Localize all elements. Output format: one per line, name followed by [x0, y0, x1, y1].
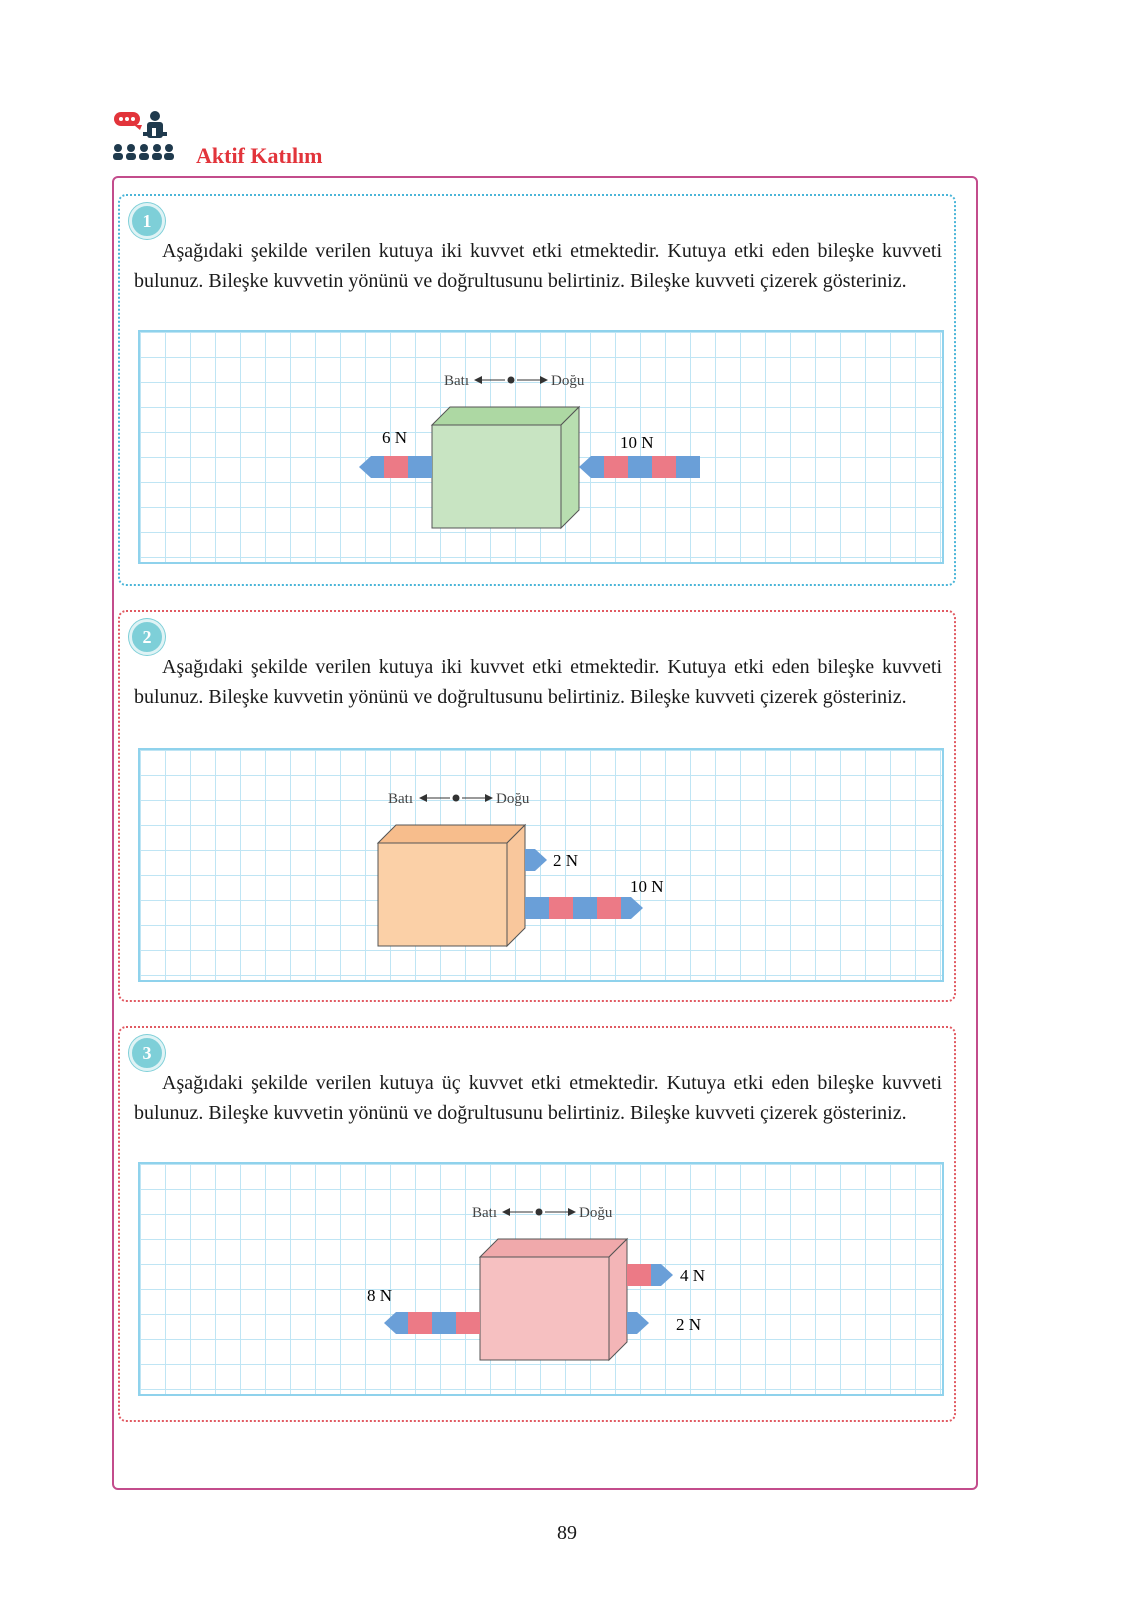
compass-east-label: Doğu [496, 791, 530, 807]
compass-west-label: Batı [472, 1205, 497, 1221]
question-card-3 [118, 1026, 956, 1422]
group-discussion-icon [112, 110, 174, 172]
force-label-4n: 4 N [680, 1266, 706, 1285]
force-arrow-4n [627, 1264, 673, 1286]
compass-west-label: Batı [444, 373, 469, 389]
question-number-badge: 3 [129, 1035, 165, 1071]
force-diagram-1 [138, 330, 944, 564]
question-text: Aşağıdaki şekilde verilen kutuya üç kuvvet etki etmektedir. Kutuya etki eden bileşke kuvveti bulunuz. Bileşke kuvvetin yönünü ve doğrultusunu belirtiniz. Bileşke kuvveti çizerek gösteriniz. [134, 1072, 942, 1124]
question-number-badge: 1 [129, 203, 165, 239]
compass-east-label: Doğu [551, 373, 585, 389]
question-card-1 [118, 194, 956, 586]
force-diagram-2 [138, 748, 944, 982]
force-diagram-3 [138, 1162, 944, 1396]
box [480, 1239, 627, 1360]
force-arrow-2n [525, 849, 547, 871]
compass [388, 791, 530, 807]
force-label-8n: 8 N [367, 1286, 393, 1305]
compass-east-label: Doğu [579, 1205, 613, 1221]
force-label-10n: 10 N [630, 877, 664, 896]
force-label-2n: 2 N [676, 1315, 702, 1334]
force-label-6n: 6 N [382, 428, 408, 447]
force-arrow-10n [579, 456, 700, 478]
force-label-2n: 2 N [553, 851, 579, 870]
box [378, 825, 525, 946]
question-number-badge: 2 [129, 619, 165, 655]
force-label-10n: 10 N [620, 433, 654, 452]
compass [444, 373, 585, 389]
question-text: Aşağıdaki şekilde verilen kutuya iki kuvvet etki etmektedir. Kutuya etki eden bileşke kuvveti bulunuz. Bileşke kuvvetin yönünü ve doğrultusunu belirtiniz. Bileşke kuvveti çizerek gösteriniz. [134, 240, 942, 292]
question-card-2 [118, 610, 956, 1002]
box [432, 407, 579, 528]
force-arrow-8n [384, 1312, 480, 1334]
force-arrow-10n [525, 897, 643, 919]
section-title: Aktif Katılım [196, 143, 323, 168]
question-text: Aşağıdaki şekilde verilen kutuya iki kuvvet etki etmektedir. Kutuya etki eden bileşke kuvveti bulunuz. Bileşke kuvvetin yönünü ve doğrultusunu belirtiniz. Bileşke kuvveti çizerek gösteriniz. [134, 656, 942, 708]
compass-west-label: Batı [388, 791, 413, 807]
force-arrow-2n [627, 1312, 649, 1334]
force-arrow-6n [359, 456, 432, 478]
page-number: 89 [557, 1522, 577, 1544]
compass [472, 1205, 613, 1221]
